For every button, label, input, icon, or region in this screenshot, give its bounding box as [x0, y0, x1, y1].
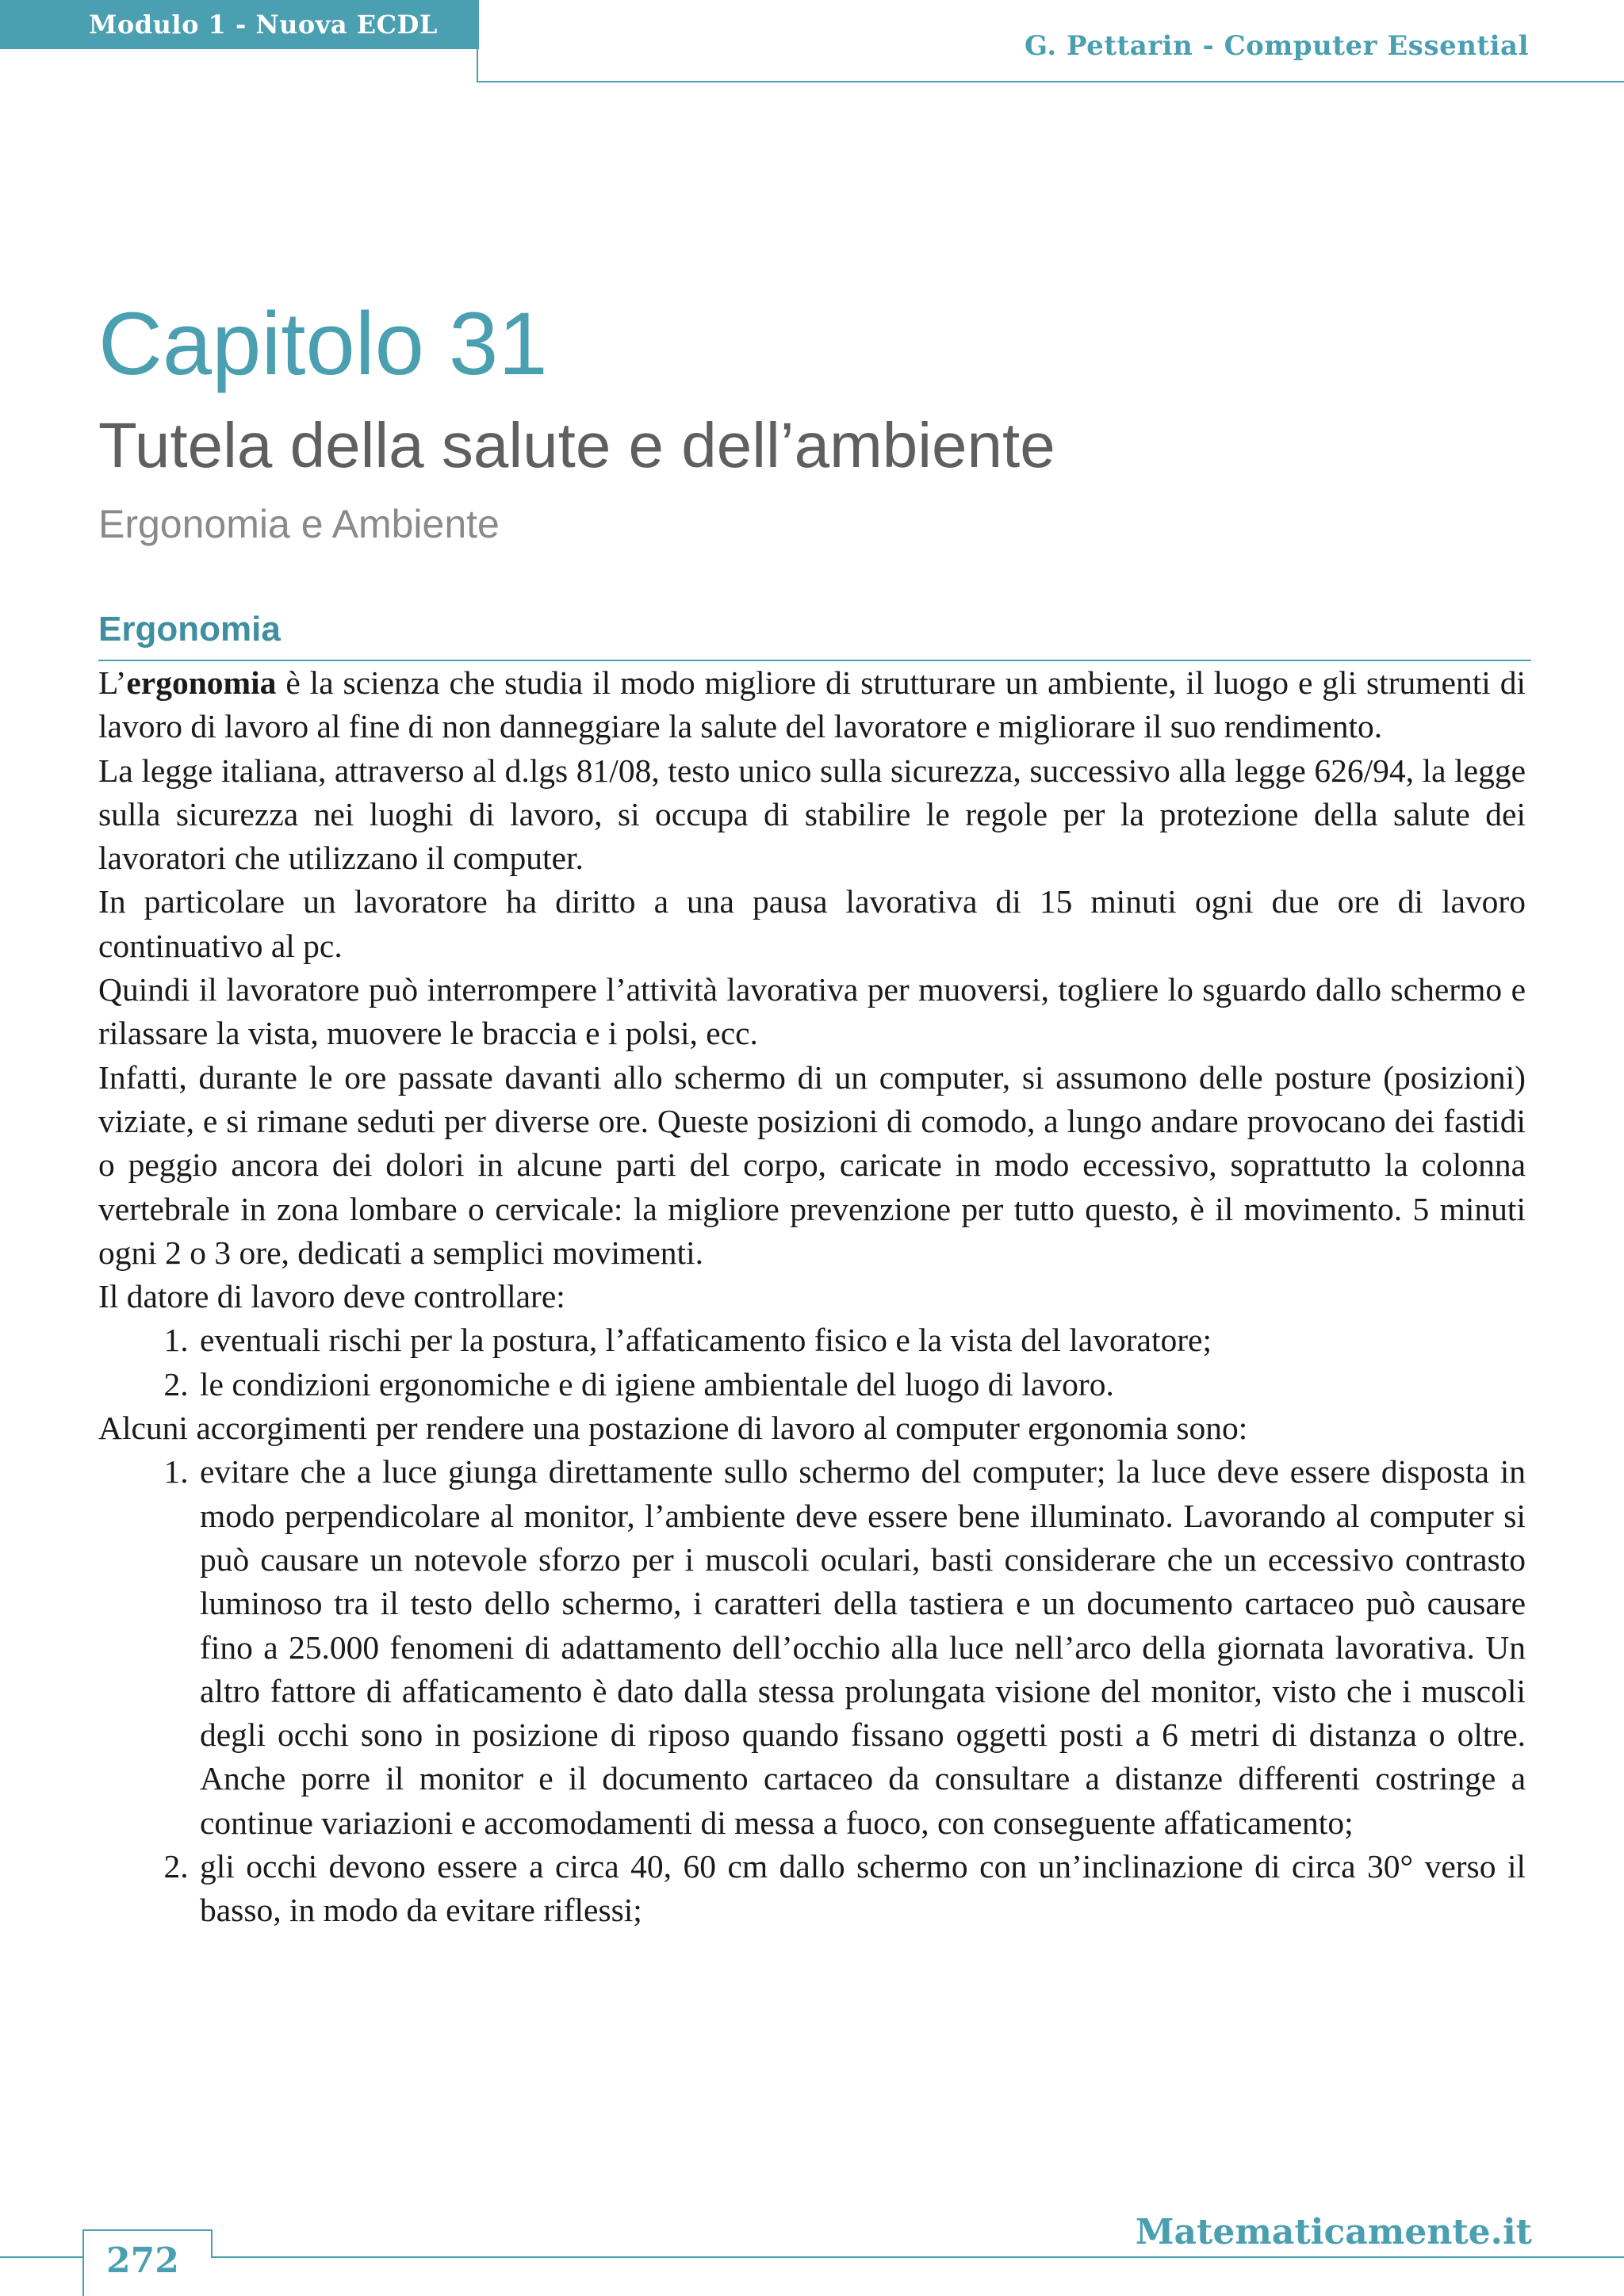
- paragraph-law: La legge italiana, attraverso al d.lgs 81/08, testo unico sulla sicurezza, successivo alla legge 626/94, la legge sulla sicurezza nei luoghi di lavoro, si occupa di stabilire le regole per la protezione della salute dei lavoratori che utilizzano il computer.: [98, 752, 1526, 877]
- chapter-subtitle: Tutela della salute e dell’ambiente: [98, 410, 1055, 480]
- footer-divider-left: [0, 2256, 82, 2258]
- list-item: 1. eventuali rischi per la postura, l’affaticamento fisico e la vista del lavoratore;: [197, 1318, 1526, 1362]
- header-divider: [477, 81, 1624, 82]
- page-number-box-top: [82, 2229, 213, 2231]
- footer-site-name: Matematicamente.it: [1135, 2212, 1532, 2252]
- paragraph-measures: Alcuni accorgimenti per rendere una postazione di lavoro al computer ergonomia sono:: [98, 1410, 1248, 1447]
- paragraph-intro: [98, 661, 1526, 749]
- author-header: G. Pettarin - Computer Essential: [1025, 30, 1529, 62]
- list-item: 1. evitare che a luce giunga direttamente sullo schermo del computer; la luce deve essere disposta in modo perpendicolare al monitor, l’ambiente deve essere bene illuminato. Lavorando al computer si può causare un notevole sforzo per i muscoli oculari, basti considerare che un eccessivo contrasto luminoso tra il testo dello schermo, i caratteri della tastiera e un documento cartaceo può causare fino a 25.000 fenomeni di adattamento dell’occhio alla luce nell’arco della giornata lavorativa. Un altro fattore di affaticamento è dato dalla stessa prolungata visione del monitor, visto che i muscoli degli occhi sono in posizione di riposo quando fissano oggetti posti a 6 metri di distanza o oltre. Anche porre il monitor e il documento cartaceo da consultare a distanze differenti costringe a continue variazioni e accomodamenti di messa a fuoco, con conseguente affaticamento;: [197, 1450, 1526, 1845]
- list-item: 2. gli occhi devono essere a circa 40, 60 cm dallo schermo con un’inclinazione di circa 30° verso il basso, in modo da evitare riflessi;: [197, 1845, 1526, 1933]
- chapter-title: Capitolo 31: [98, 294, 548, 393]
- employer-checks-list: [98, 1318, 1526, 1406]
- measures-list: [98, 1450, 1526, 1932]
- intro-rest: è la scienza che studia il modo migliore di strutturare un ambiente, il luogo e gli strumenti di lavoro di lavoro al fine di non danneggiare la salute del lavoratore e migliorare il suo rendimento.: [98, 664, 1526, 745]
- paragraph-break-activities: Quindi il lavoratore può interrompere l’attività lavorativa per muoversi, togliere lo sguardo dallo schermo e rilassare la vista, muovere le braccia e i polsi, ecc.: [98, 971, 1526, 1052]
- page-number-box-right: [211, 2229, 213, 2258]
- header-divider-vertical: [477, 49, 478, 82]
- intro-prefix: L’: [98, 664, 127, 701]
- section-title: Ergonomia: [98, 610, 281, 649]
- list-item: 2. le condizioni ergonomiche e di igiene ambientale del luogo di lavoro.: [197, 1363, 1526, 1406]
- term-ergonomia: ergonomia: [126, 664, 277, 701]
- paragraph-break-rule: In particolare un lavoratore ha diritto a una pausa lavorativa di 15 minuti ogni due ore di lavoro continuativo al pc.: [98, 883, 1526, 964]
- paragraph-employer: Il datore di lavoro deve controllare:: [98, 1278, 565, 1315]
- footer-divider: [211, 2256, 1624, 2258]
- page-number-box-left: [82, 2229, 84, 2296]
- body-text: [98, 661, 1526, 1933]
- paragraph-posture: Infatti, durante le ore passate davanti allo schermo di un computer, si assumono delle posture (posizioni) viziate, e si rimane seduti per diverse ore. Queste posizioni di comodo, a lungo andare provocano dei fastidi o peggio ancora dei dolori in alcune parti del corpo, caricate in modo eccessivo, soprattutto la colonna vertebrale in zona lombare o cervicale: la migliore prevenzione per tutto questo, è il movimento. 5 minuti ogni 2 o 3 ore, dedicati a semplici movimenti.: [98, 1058, 1526, 1271]
- page-number: 272: [106, 2241, 179, 2281]
- chapter-sub-subtitle: Ergonomia e Ambiente: [98, 502, 500, 546]
- module-header-tab: Modulo 1 - Nuova ECDL: [0, 0, 479, 49]
